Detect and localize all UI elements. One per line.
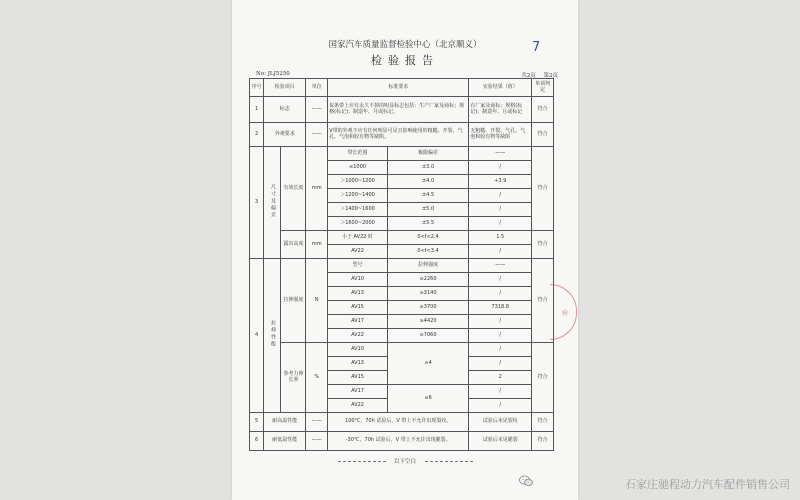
group-label-text: 尺寸及偏差 xyxy=(270,183,277,219)
row-result: / xyxy=(469,399,532,413)
row-judgement: 符合 xyxy=(532,147,554,231)
col-label: 拉伸强度 xyxy=(387,259,468,273)
header-unit: 单位 xyxy=(306,79,328,97)
cell-tolerance: 0<f<3.4 xyxy=(387,245,468,259)
row-unit: N xyxy=(306,259,328,343)
cell-value: ≥2260 xyxy=(387,273,468,287)
wechat-icon xyxy=(519,475,533,487)
group-label xyxy=(264,147,281,259)
row-judgement: 符合 xyxy=(532,432,554,451)
row-result: / xyxy=(469,385,532,399)
cell-tolerance: ±5.0 xyxy=(387,203,468,217)
row-no: 4 xyxy=(250,259,264,413)
cell-model: AV17 xyxy=(328,385,388,399)
watermark-text: 石家庄驰程动力汽车配件销售公司 xyxy=(625,478,790,491)
report-page xyxy=(232,0,578,500)
cell-tolerance: 0<f<2.4 xyxy=(387,231,468,245)
cell-model: AV15 xyxy=(328,371,388,385)
stamp-text: 验 xyxy=(562,310,569,317)
row-unit: —— xyxy=(306,413,328,432)
row-result: 有厂家及商标；规格(标记)；制造年、月或标记 xyxy=(469,97,532,123)
cell-value: ≤4 xyxy=(387,343,468,385)
row-result: / xyxy=(469,315,532,329)
handwritten-mark: 7 xyxy=(532,40,541,55)
header-result: 实验结果（值） xyxy=(469,79,532,97)
row-unit: mm xyxy=(306,231,328,259)
row-judgement: 符合 xyxy=(532,123,554,147)
header-judgement: 单项判定 xyxy=(532,79,554,97)
report-number: No: JLJ5250 xyxy=(256,71,290,77)
cell-range: ＞1600~2000 xyxy=(328,217,388,231)
cell-tolerance: ±3.0 xyxy=(387,161,468,175)
row-result: 试验后未见裂纹 xyxy=(469,413,532,432)
cell-model: 小于 AV22 时 xyxy=(328,231,388,245)
table-row xyxy=(250,147,554,161)
header-item: 检验项目 xyxy=(264,79,306,97)
row-no: 1 xyxy=(250,97,264,123)
cell-range: ＞1200~1400 xyxy=(328,189,388,203)
cell-model: AV22 xyxy=(328,245,388,259)
cell-tolerance: ±5.5 xyxy=(387,217,468,231)
row-judgement: 符合 xyxy=(532,343,554,413)
row-unit: mm xyxy=(306,147,328,231)
row-result: / xyxy=(469,287,532,301)
cell-tolerance: ±4.0 xyxy=(387,175,468,189)
header-no: 序号 xyxy=(250,79,264,97)
cell-model: AV13 xyxy=(328,357,388,371)
row-result: 无粗糙、开裂、气孔、气泡和胶有物等缺陷 xyxy=(469,123,532,147)
cell-range: ≤1000 xyxy=(328,161,388,175)
header-requirement: 标准要求 xyxy=(328,79,469,97)
row-result: / xyxy=(469,357,532,371)
cell-value: ≤6 xyxy=(387,385,468,413)
row-result: —— xyxy=(469,259,532,273)
row-result: / xyxy=(469,245,532,259)
cell-model: AV22 xyxy=(328,399,388,413)
inspection-table xyxy=(249,78,554,451)
row-item: 耐高温性能 xyxy=(264,413,306,432)
row-result: —— xyxy=(469,147,532,161)
row-unit: —— xyxy=(306,123,328,147)
sub-item: 露出高度 xyxy=(281,231,306,259)
col-label: 极限偏差 xyxy=(387,147,468,161)
cell-model: AV22 xyxy=(328,329,388,343)
cell-range: ＞1400~1600 xyxy=(328,203,388,217)
row-result: +3.9 xyxy=(469,175,532,189)
cell-value: ≥3140 xyxy=(387,287,468,301)
row-requirement: 100℃，70h 试验后，V 带上不允许出现裂纹。 xyxy=(328,413,469,432)
row-result: 1.5 xyxy=(469,231,532,245)
row-result: / xyxy=(469,189,532,203)
cell-tolerance: ±4.5 xyxy=(387,189,468,203)
row-unit: —— xyxy=(306,432,328,451)
group-label-text: 拉伸性能 xyxy=(270,320,277,349)
row-requirement: V带的外观不应有任何明显可见且影响使用的粗糙、开裂、气孔、气泡和胶有物等缺陷。 xyxy=(328,123,469,147)
row-item: 耐低温性能 xyxy=(264,432,306,451)
table-row xyxy=(250,123,554,147)
row-requirement: -30℃，70h 试验后，V 带上不允许出现脆裂。 xyxy=(328,432,469,451)
sub-item: 拉伸强度 xyxy=(281,259,306,343)
table-row xyxy=(250,343,554,357)
cell-model: AV15 xyxy=(328,301,388,315)
row-judgement: 符合 xyxy=(532,231,554,259)
table-row xyxy=(250,231,554,245)
row-no: 5 xyxy=(250,413,264,432)
col-label: 带长范围 xyxy=(328,147,388,161)
current-page: 第2页 xyxy=(543,73,558,79)
table-row xyxy=(250,432,554,451)
row-result: 7318.8 xyxy=(469,301,532,315)
row-no: 6 xyxy=(250,432,264,451)
row-judgement: 符合 xyxy=(532,97,554,123)
row-judgement: 符合 xyxy=(532,413,554,432)
col-label: 型号 xyxy=(328,259,388,273)
row-result: / xyxy=(469,161,532,175)
sub-item: 参考力伸长率 xyxy=(281,343,306,413)
cell-value: ≥7060 xyxy=(387,329,468,343)
table-row xyxy=(250,259,554,273)
cell-value: ≥4420 xyxy=(387,315,468,329)
row-judgement: 符合 xyxy=(532,259,554,343)
cell-value: ≥3700 xyxy=(387,301,468,315)
table-row xyxy=(250,413,554,432)
cell-model: AV10 xyxy=(328,273,388,287)
row-result: 试验后未见脆裂 xyxy=(469,432,532,451)
row-unit: —— xyxy=(306,97,328,123)
row-result: / xyxy=(469,329,532,343)
row-result: / xyxy=(469,343,532,357)
row-no: 2 xyxy=(250,123,264,147)
table-row xyxy=(250,97,554,123)
table-header-row xyxy=(250,79,554,97)
row-no: 3 xyxy=(250,147,264,259)
total-pages: 共2页 xyxy=(521,73,536,79)
row-item: 标志 xyxy=(264,97,306,123)
row-result: / xyxy=(469,217,532,231)
row-result: / xyxy=(469,273,532,287)
row-unit: % xyxy=(306,343,328,413)
group-label xyxy=(264,259,281,413)
row-item: 外观要求 xyxy=(264,123,306,147)
row-result: / xyxy=(469,203,532,217)
cell-range: ＞1000~1200 xyxy=(328,175,388,189)
cell-model: AV13 xyxy=(328,287,388,301)
row-result: 2 xyxy=(469,371,532,385)
cell-model: AV17 xyxy=(328,315,388,329)
report-title: 检验报告 xyxy=(371,54,439,67)
sub-item: 有效长度 xyxy=(281,147,306,231)
row-requirement: 每条带上应有永久不掉的明显标志包括：生产厂家及商标；规格(标记)；制造年、月或标记。 xyxy=(328,97,469,123)
organization-name: 国家汽车质量监督检验中心（北京顺义） xyxy=(328,40,482,50)
end-of-report-text: 以下空白 xyxy=(393,459,416,465)
cell-model: AV10 xyxy=(328,343,388,357)
